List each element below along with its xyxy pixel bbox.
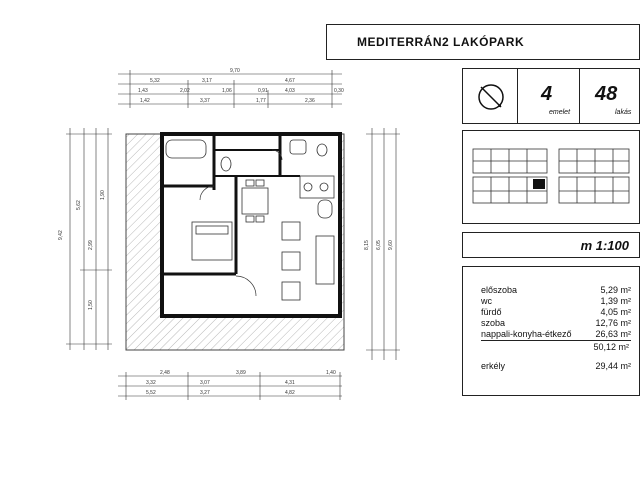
- dim-left-a: 9,42: [58, 230, 64, 240]
- dim-bottom-2a: 3,32: [146, 380, 156, 386]
- balcony-area: 29,44 m²: [595, 361, 631, 371]
- dim-bottom-2c: 4,31: [285, 380, 295, 386]
- scale-box: [462, 232, 640, 258]
- dim-top-overall: 9,70: [230, 68, 240, 74]
- dim-bottom-1b: 3,89: [236, 370, 246, 376]
- dim-right-a: 6,05: [376, 240, 382, 250]
- total-area: 50,12 m²: [593, 342, 629, 352]
- dim-top-2e: 4,03: [285, 88, 295, 94]
- area-row: [481, 307, 631, 318]
- dim-top-2f: 0,30: [334, 88, 344, 94]
- room-name: szoba: [481, 318, 506, 328]
- left-dimension-lines: [66, 128, 112, 350]
- dim-top-1b: 3,17: [202, 78, 212, 84]
- room-area: 5,29 m²: [600, 285, 631, 295]
- dim-top-3b: 3,37: [200, 98, 210, 104]
- unit-number: 48: [595, 83, 618, 105]
- dim-bottom-1a: 2,48: [160, 370, 170, 376]
- dim-bottom-3c: 4,82: [285, 390, 295, 396]
- dim-right-c: 8,15: [364, 240, 370, 250]
- area-row: [481, 318, 631, 329]
- room-name: fürdő: [481, 307, 502, 317]
- info-divider: [579, 69, 580, 123]
- room-name: wc: [481, 296, 492, 306]
- area-row: [481, 296, 631, 307]
- area-row: [481, 285, 631, 296]
- dim-top-1a: 5,32: [150, 78, 160, 84]
- floor-number: 4: [541, 83, 553, 105]
- dim-top-2b: 2,02: [180, 88, 190, 94]
- floor-key-plan: [463, 131, 639, 223]
- floor-label: emelet: [549, 109, 571, 116]
- dim-left-d: 1,90: [100, 190, 106, 200]
- area-row: [481, 329, 631, 340]
- dim-left-c: 2,99: [88, 240, 94, 250]
- balcony-name: erkély: [481, 361, 506, 371]
- dim-left-b: 5,62: [76, 200, 82, 210]
- north-arrow-icon: [475, 81, 507, 113]
- room-area: 1,39 m²: [600, 296, 631, 306]
- apartment-interior: [162, 134, 340, 316]
- project-title: MEDITERRÁN2 LAKÓPARK: [357, 35, 525, 49]
- room-name: előszoba: [481, 285, 518, 295]
- project-title-box: [326, 24, 640, 60]
- right-dimension-lines: [366, 128, 400, 360]
- unit-label: lakás: [615, 109, 632, 116]
- room-area: 12,76 m²: [595, 318, 631, 328]
- unit-info-box: [462, 68, 640, 124]
- dim-top-3d: 2,36: [305, 98, 315, 104]
- dim-top-1c: 4,67: [285, 78, 295, 84]
- dim-top-2d: 0,91: [258, 88, 268, 94]
- balcony-row: [481, 361, 631, 372]
- dim-top-2c: 1,06: [222, 88, 232, 94]
- dim-top-3a: 1,42: [140, 98, 150, 104]
- dim-bottom-1c: 1,40: [326, 370, 336, 376]
- dim-right-b: 9,60: [388, 240, 394, 250]
- area-table: [462, 266, 640, 396]
- dim-left-e: 1,50: [88, 300, 94, 310]
- room-name: nappali-konyha-étkező: [481, 329, 572, 339]
- total-underline: [481, 340, 631, 341]
- dim-top-3c: 1,77: [256, 98, 266, 104]
- dim-bottom-3a: 5,52: [146, 390, 156, 396]
- floor-key-plan-box: [462, 130, 640, 224]
- dim-bottom-2b: 3,07: [200, 380, 210, 386]
- room-area: 26,63 m²: [595, 329, 631, 339]
- info-divider: [517, 69, 518, 123]
- dim-top-2a: 1,43: [138, 88, 148, 94]
- dim-bottom-3b: 3,27: [200, 390, 210, 396]
- scale-label: m 1:100: [580, 238, 629, 253]
- room-area: 4,05 m²: [600, 307, 631, 317]
